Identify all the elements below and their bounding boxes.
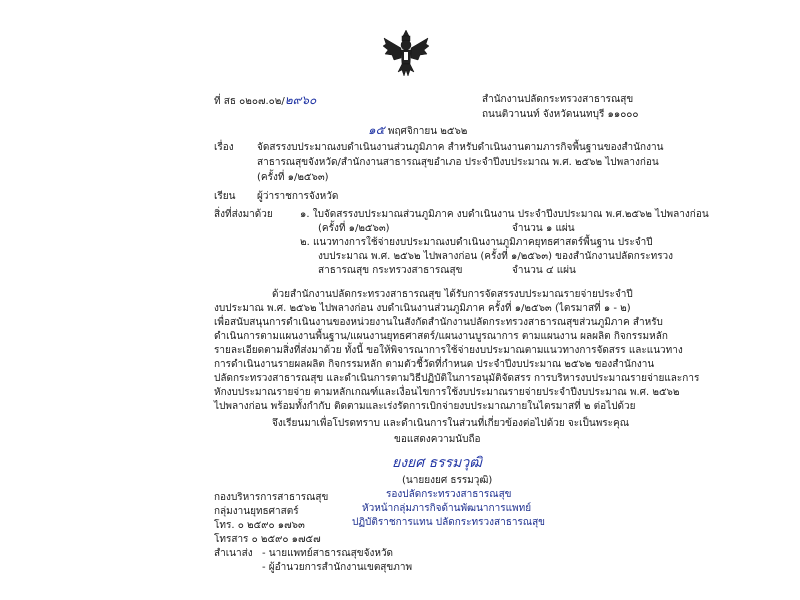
subject-line: (ครั้งที่ ๑/๒๕๖๓) (257, 172, 329, 183)
to-recipient: ผู้ว่าราชการจังหวัด (257, 191, 339, 202)
body-line: หักงบประมาณรายจ่าย ตามหลักเกณฑ์และเงื่อนไขการใช้งบประมาณรายจ่ายประจำปีงบประมาณ พ.ศ. ๒๕๖๒ (214, 387, 680, 398)
enclosures-label: สิ่งที่ส่งมาด้วย (214, 209, 273, 220)
signatory-title: หัวหน้ากลุ่มภารกิจด้านพัฒนาการแพทย์ (362, 503, 532, 514)
closing-phrase: ขอแสดงความนับถือ (394, 434, 481, 445)
to-label: เรียน (214, 191, 236, 202)
date-month-year: พฤศจิกายน ๒๕๖๒ (387, 126, 468, 137)
handwritten-signature: ยงยศ ธรรมวุฒิ (392, 455, 482, 471)
body-line: ปลัดกระทรวงสาธารณสุข และดำเนินการตามวิธีปฏิบัติในการอนุมัติจัดสรร การบริหารงบประมาณรายจ่ายและการ (214, 373, 700, 384)
garuda-emblem-icon (382, 28, 430, 78)
footer-group: กลุ่มงานยุทธศาสตร์ (214, 506, 299, 517)
footer-division: กองบริหารการสาธารณสุข (214, 492, 329, 503)
enclosure-qty: จำนวน ๑ แผ่น (512, 223, 575, 234)
sender-org: สำนักงานปลัดกระทรวงสาธารณสุข (482, 94, 634, 105)
enclosure-qty: จำนวน ๔ แผ่น (512, 265, 576, 276)
cc-label: สำเนาส่ง (214, 548, 253, 559)
enclosure-item: สาธารณสุข กระทรวงสาธารณสุข (318, 265, 463, 276)
body-line: งบประมาณ พ.ศ. ๒๕๖๒ ไปพลางก่อน งบดำเนินงานส่วนภูมิภาค ครั้งที่ ๑/๒๕๖๓ (ไตรมาสที่ ๑ - ๒) (214, 303, 631, 314)
signatory-name: (นายยงยศ ธรรมวุฒิ) (402, 475, 493, 486)
subject-line: จัดสรรงบประมาณงบดำเนินงานส่วนภูมิภาค สำหรับดำเนินงานตามภารกิจพื้นฐานของสำนักงาน (257, 142, 664, 153)
reference-handwritten: ๒๙๖๐ (284, 93, 317, 107)
enclosure-item: ๒. แนวทางการใช้จ่ายงบประมาณงบดำเนินงานภูมิภาคยุทธศาสตร์พื้นฐาน ประจำปี (300, 237, 653, 248)
body-line: ดำเนินการตามแผนงานพื้นฐาน/แผนงานยุทธศาสตร์/แผนงานบูรณาการ ตามแผนงาน ผลผลิต กิจกรรมหลัก (214, 331, 668, 342)
footer-tel: โทร. ๐ ๒๕๙๐ ๑๗๖๓ (214, 520, 305, 531)
enclosure-item: งบประมาณ พ.ศ. ๒๕๖๒ ไปพลางก่อน (ครั้งที่ ๑/๒๕๖๓) ของสำนักงานปลัดกระทรวง (318, 251, 674, 262)
reference-prefix: ที่ สธ ๐๒๐๗.๐๒/ (214, 96, 285, 107)
body-line: การดำเนินงานรายผลผลิต กิจกรรมหลัก ตามตัวชี้วัดที่กำหนด ประจำปีงบประมาณ ๒๕๖๒ ของสำนักงาน (214, 359, 655, 370)
date-day: ๑๕ (368, 123, 385, 137)
cc-item: - ผู้อำนวยการสำนักงานเขตสุขภาพ (262, 562, 413, 573)
sender-address: ถนนติวานนท์ จังหวัดนนทบุรี ๑๑๐๐๐ (482, 109, 639, 120)
letter-date (368, 124, 467, 138)
body-line: ไปพลางก่อน พร้อมทั้งกำกับ ติดตามและเร่งรัดการเบิกจ่ายงบประมาณภายในไตรมาสที่ ๒ ต่อไปด้วย (214, 401, 636, 412)
reference-number (214, 94, 316, 108)
subject-line: สาธารณสุขจังหวัด/สำนักงานสาธารณสุขอำเภอ ประจำปีงบประมาณ พ.ศ. ๒๕๖๒ ไปพลางก่อน (257, 157, 659, 168)
enclosure-item: ๑. ใบจัดสรรงบประมาณส่วนภูมิภาค งบดำเนินงาน ประจำปีงบประมาณ พ.ศ.๒๕๖๒ ไปพลางก่อน (300, 209, 709, 220)
signatory-title: รองปลัดกระทรวงสาธารณสุข (386, 489, 512, 500)
body-line: รายละเอียดตามสิ่งที่ส่งมาด้วย ทั้งนี้ ขอให้พิจารณาการใช้จ่ายงบประมาณตามแนวทางการจัดสรร และแนวทาง (214, 345, 683, 356)
cc-item: - นายแพทย์สาธารณสุขจังหวัด (262, 548, 394, 559)
body-line: ด้วยสำนักงานปลัดกระทรวงสาธารณสุข ได้รับการจัดสรรงบประมาณรายจ่ายประจำปี (272, 289, 633, 300)
footer-fax: โทรสาร ๐ ๒๕๙๐ ๑๗๕๗ (214, 534, 321, 545)
body-conclusion: จึงเรียนมาเพื่อโปรดทราบ และดำเนินการในส่วนที่เกี่ยวข้องต่อไปด้วย จะเป็นพระคุณ (272, 418, 630, 429)
enclosure-item: (ครั้งที่ ๑/๒๕๖๓) (318, 223, 390, 234)
body-line: เพื่อสนับสนุนการดำเนินงานของหน่วยงานในสังกัดสำนักงานปลัดกระทรวงสาธารณสุขส่วนภูมิภาค สำหรับ (214, 317, 663, 328)
signatory-title: ปฏิบัติราชการแทน ปลัดกระทรวงสาธารณสุข (352, 517, 546, 528)
subject-label: เรื่อง (214, 142, 234, 153)
